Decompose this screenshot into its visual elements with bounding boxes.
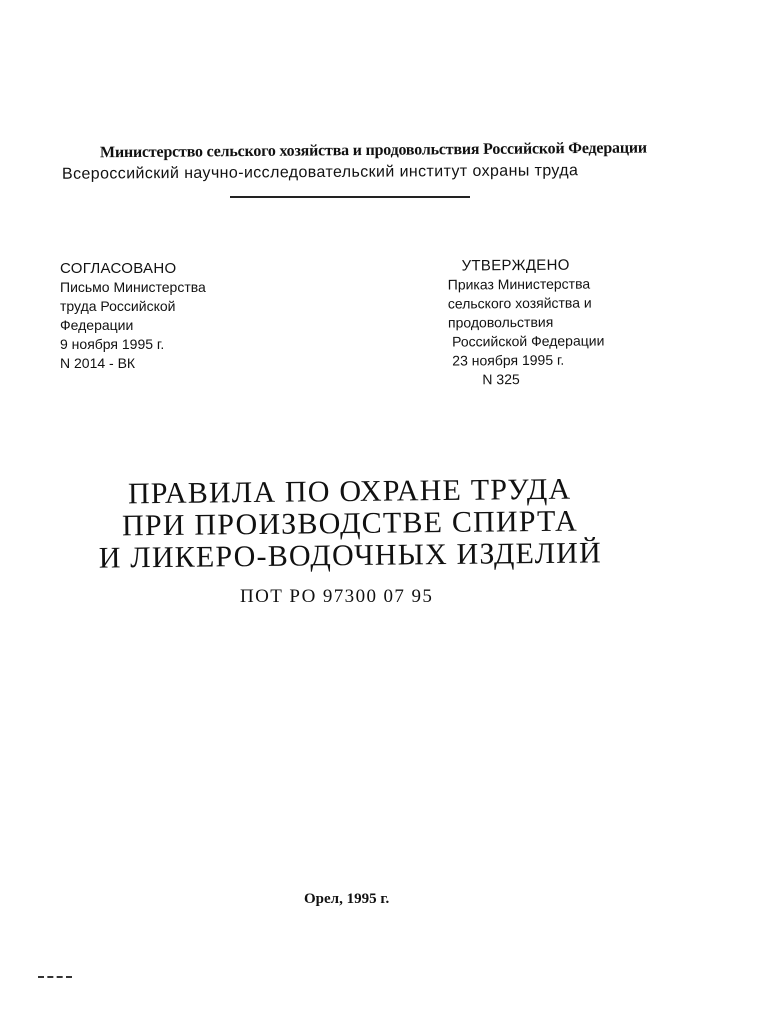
approved-line: 23 ноября 1995 г. bbox=[452, 351, 565, 369]
approved-heading: УТВЕРЖДЕНО bbox=[461, 256, 570, 275]
approved-line: продовольствия bbox=[447, 313, 554, 331]
agreed-line: Федерации bbox=[60, 317, 134, 333]
document-code: ПОТ РО 97300 07 95 bbox=[240, 586, 434, 607]
agreed-block bbox=[60, 259, 206, 373]
scan-mark bbox=[38, 976, 72, 978]
approved-line: Российской Федерации bbox=[452, 332, 605, 350]
agreed-line: труда Российской bbox=[60, 298, 176, 314]
approved-block bbox=[448, 255, 605, 389]
agreed-line: Письмо Министерства bbox=[60, 279, 206, 295]
approved-line: N 325 bbox=[482, 371, 520, 388]
title-line: И ЛИКЕРО-ВОДОЧНЫХ ИЗДЕЛИЙ bbox=[98, 536, 603, 575]
city-year: Орел, 1995 г. bbox=[304, 891, 390, 907]
agreed-heading: СОГЛАСОВАНО bbox=[60, 260, 177, 277]
title-line: ПРИ ПРОИЗВОДСТВЕ СПИРТА bbox=[121, 504, 579, 543]
title-line: ПРАВИЛА ПО ОХРАНЕ ТРУДА bbox=[127, 472, 572, 511]
agreed-line: N 2014 - ВК bbox=[60, 355, 136, 371]
document-title bbox=[70, 473, 631, 575]
approved-line: сельского хозяйства и bbox=[447, 294, 592, 312]
header-divider bbox=[230, 196, 470, 198]
approved-line: Приказ Министерства bbox=[447, 275, 591, 293]
agreed-line: 9 ноября 1995 г. bbox=[60, 336, 165, 352]
ministry-name: Министерство сельского хозяйства и продовольствия Российской Федерации bbox=[99, 139, 647, 162]
institute-name: Всероссийский научно-исследовательский институт охраны труда bbox=[61, 162, 579, 183]
